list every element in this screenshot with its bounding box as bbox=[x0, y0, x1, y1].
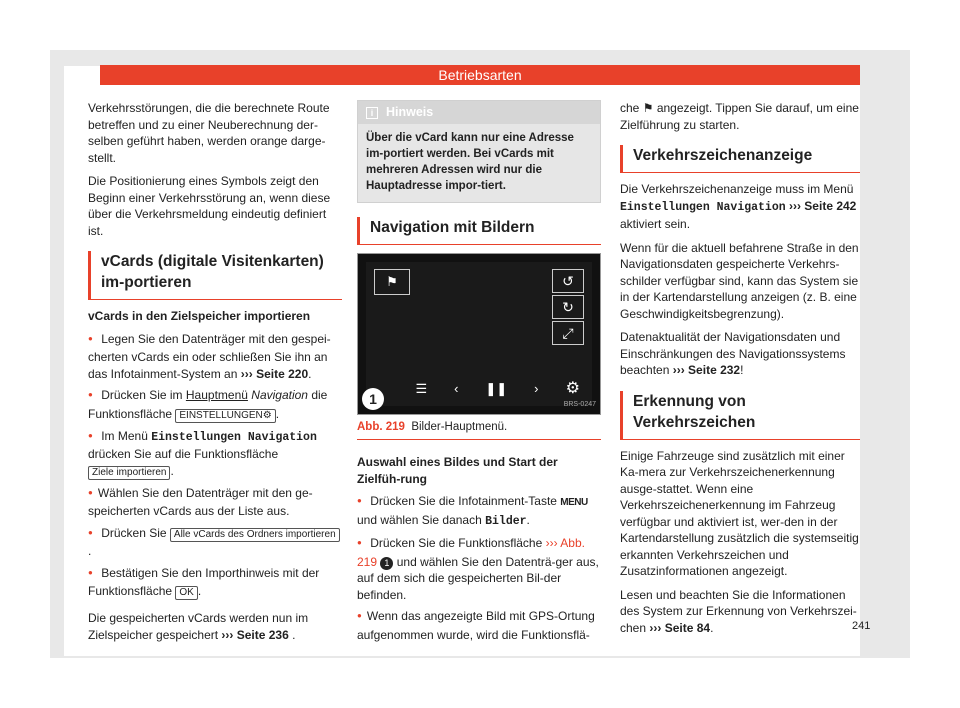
page-reference[interactable]: ››› Seite 242 bbox=[788, 198, 857, 213]
pause-icon[interactable]: ❚❚ bbox=[485, 381, 508, 397]
function-key: Ziele importieren bbox=[88, 466, 170, 480]
rotate-right-icon[interactable]: ↻ bbox=[552, 295, 584, 319]
page-reference[interactable]: ››› Seite 84 bbox=[649, 620, 711, 635]
info-icon: i bbox=[366, 107, 378, 119]
rotate-left-icon[interactable]: ↺ bbox=[552, 269, 584, 293]
image-toolbar bbox=[402, 378, 552, 402]
paragraph: Lesen und beachten Sie die Informationen des System zur Erkennung von Verkehrszei-chen ››› Seite 84. bbox=[620, 587, 857, 635]
paragraph: che ⚑ angezeigt. Tippen Sie darauf, um eine Zielführung zu starten. bbox=[620, 101, 859, 132]
subheading: Auswahl eines Bildes und Start der Zielfüh-rung bbox=[357, 455, 558, 486]
bullet-item: ● Drücken Sie im Hauptmenü Navigation die Funktionsfläche EINSTELLUNGEN⚙ . bbox=[88, 387, 342, 423]
page-reference[interactable]: ››› Seite 236 bbox=[221, 627, 289, 642]
menu-key: MENU bbox=[560, 497, 588, 508]
callout-number: 1 bbox=[362, 388, 384, 410]
column-2 bbox=[357, 100, 601, 648]
list-icon[interactable]: ☰ bbox=[415, 381, 428, 397]
bullet-item: ● Drücken Sie die Funktionsfläche ››› Abb. 219 1 und wählen Sie den Datenträ-ger aus, auf dem sich die gespeicherten Bil-der befinden. bbox=[357, 535, 601, 603]
function-key: EINSTELLUNGEN⚙ bbox=[175, 409, 275, 423]
figure-code: BRS-0247 bbox=[563, 401, 596, 408]
column-3 bbox=[620, 100, 860, 643]
function-key: OK bbox=[175, 586, 197, 600]
bullet-item: ● Im Menü Einstellungen Navigation drücken Sie auf die Funktionsfläche Ziele importieren . bbox=[88, 428, 342, 480]
column-1 bbox=[88, 100, 342, 650]
callout-number: 1 bbox=[380, 557, 393, 570]
figure-reference[interactable]: ››› Abb. 219 bbox=[357, 536, 585, 569]
bullet-item: ● Drücken Sie Alle vCards des Ordners importieren. bbox=[88, 525, 342, 560]
flag-icon: ⚑ bbox=[642, 101, 654, 115]
bullet-item: ● Legen Sie den Datenträger mit den gespei-cherten vCards ein oder schließen Sie ihn an das Infotainment-System an ››› Seite 220. bbox=[88, 331, 342, 383]
flag-icon[interactable]: ⚑ bbox=[374, 269, 410, 295]
screen-display bbox=[366, 262, 592, 406]
paragraph: Wenn für die aktuell befahrene Straße in den Navigationsdaten gespeicherte Verkehrs-schilder verfügbar sind, kann das System sie in der Kartendarstellung anzeigen (z. B. eine Geschwindigkeitsbegrenzung). bbox=[620, 240, 859, 321]
paragraph: Einige Fahrzeuge sind zusätzlich mit einer Ka-mera zur Verkehrszeichenerkennung ausge-stattet. Wenn eine Verkehrszeichenerkennung im Fahrzeug verfügbar und aktiviert ist, wer-den in der Kartendarstellung zusätzlich die systemseitig erkannten Verkehrszeichen und Zusatzinformationen angezeigt. bbox=[620, 448, 859, 578]
subheading: vCards in den Zielspeicher importieren bbox=[88, 309, 311, 323]
function-key: Alle vCards des Ordners importieren bbox=[170, 528, 340, 542]
next-icon[interactable]: › bbox=[534, 381, 539, 397]
bullet-item: ● Wenn das angezeigte Bild mit GPS-Ortung aufgenommen wurde, wird die Funktionsflä- bbox=[357, 608, 601, 643]
bullet-item: ● Wählen Sie den Datenträger mit den ge-speicherten vCards aus der Liste aus. bbox=[88, 485, 342, 520]
paragraph: Datenaktualität der Navigationsdaten und Einschränkungen des Navigationssystems beachten ››› Seite 232! bbox=[620, 330, 846, 377]
fullscreen-icon[interactable]: ⤢ bbox=[552, 321, 584, 345]
page-reference[interactable]: ››› Seite 220 bbox=[240, 366, 309, 381]
figure-caption: Abb. 219 Bilder-Hauptmenü. bbox=[357, 419, 601, 441]
previous-icon[interactable]: ‹ bbox=[454, 381, 459, 397]
page-number: 241 bbox=[852, 620, 871, 632]
section-heading: Erkennung von Verkehrszeichen bbox=[620, 391, 860, 440]
paragraph: Die Verkehrszeichenanzeige muss im Menü Einstellungen Navigation ››› Seite 242 aktiviert sein. bbox=[620, 182, 857, 231]
bullet-item: ● Bestätigen Sie den Importhinweis mit der Funktionsfläche OK . bbox=[88, 565, 342, 601]
section-heading: Verkehrszeichenanzeige bbox=[620, 145, 860, 173]
page-reference[interactable]: ››› Seite 232 bbox=[672, 363, 741, 377]
note-body: Über die vCard kann nur eine Adresse im-portiert werden. Bei vCards mit mehreren Adressen wird nur die Hauptadresse impor-tiert. bbox=[366, 131, 574, 192]
gear-icon[interactable]: ⚙ bbox=[565, 380, 580, 397]
figure-screen bbox=[357, 253, 601, 415]
paragraph: Verkehrsstörungen, die die berechnete Route betreffen und zu einer Neuberechnung der-selben geführt haben, werden orange darge-stellt. bbox=[88, 101, 330, 165]
section-heading: Navigation mit Bildern bbox=[357, 217, 601, 245]
section-heading: vCards (digitale Visitenkarten) im-portieren bbox=[88, 251, 342, 300]
paragraph: Die Positionierung eines Symbols zeigt den Beginn einer Verkehrsstörung an, wenn diese über die Verkehrsmeldung eindeutig definiert ist. bbox=[88, 174, 331, 238]
bullet-item: ● Drücken Sie die Infotainment-Taste MENU und wählen Sie danach Bilder. bbox=[357, 493, 601, 530]
note-title: Hinweis bbox=[386, 105, 434, 119]
section-banner: Betriebsarten bbox=[100, 65, 860, 85]
paragraph: Die gespeicherten vCards werden nun im Zielspeicher gespeichert ››› Seite 236 . bbox=[88, 611, 309, 642]
note-box bbox=[357, 100, 601, 203]
